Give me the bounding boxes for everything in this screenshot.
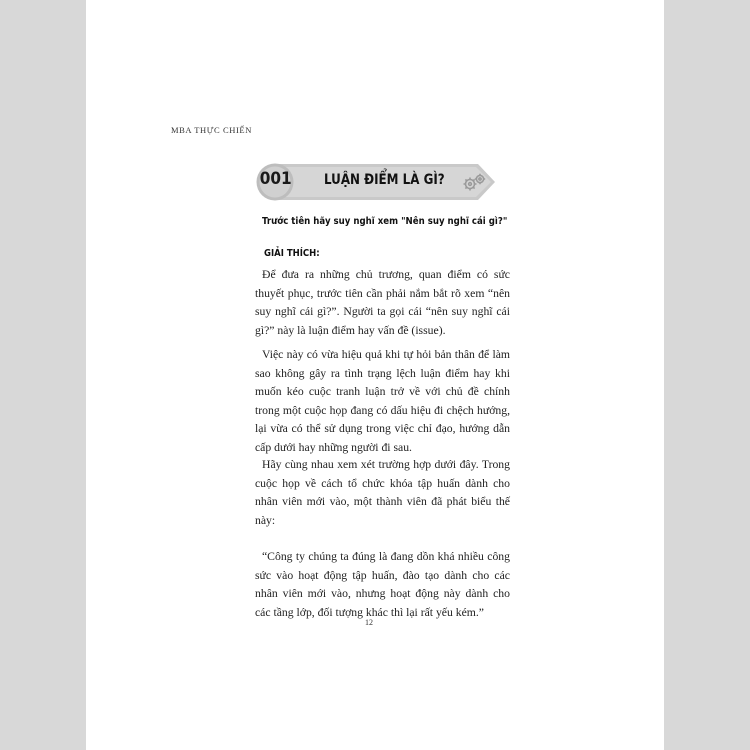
chapter-title: LUẬN ĐIỂM LÀ GÌ?: [324, 172, 445, 188]
paragraph: Để đưa ra những chủ trương, quan điểm có sức thuyết phục, trước tiên cần phải nắm bắt rõ xem “nên suy nghĩ cái gì?”. Người ta gọi cái “nên suy nghĩ cái gì?” này là luận điểm hay vấn đề (issue).: [255, 268, 510, 337]
paragraph: Hãy cùng nhau xem xét trường hợp dưới đây. Trong cuộc họp về cách tổ chức khóa tập huấn dành cho nhân viên mới vào, một thành viên đã phát biểu thế này:: [255, 458, 510, 527]
paragraph: Việc này có vừa hiệu quả khi tự hỏi bản thân để làm sao không gây ra tình trạng lệch luận điểm hay khi muốn kéo cuộc tranh luận trở về với chủ đề chính trong một cuộc họp đang có dấu hiệu đi chệch hướng, lại vừa có thể sử dụng trong việc chỉ đạo, hướng dẫn cấp dưới hay những người đi sau.: [255, 348, 510, 454]
paragraph: “Công ty chúng ta đúng là đang dồn khá nhiều công sức vào hoạt động tập huấn, đào tạo dành cho các nhân viên mới vào, nhưng hoạt động này dành cho các tầng lớp, đối tượng khác thì lại rất yếu kém.”: [255, 550, 510, 619]
section-label: GIẢI THÍCH:: [264, 248, 320, 259]
running-head: MBA THỰC CHIẾN: [171, 125, 252, 135]
chapter-subtitle: Trước tiên hãy suy nghĩ xem "Nên suy nghĩ cái gì?": [262, 216, 508, 227]
chapter-banner: [256, 163, 496, 201]
page-number: 12: [365, 618, 373, 627]
chapter-number: 001: [259, 169, 292, 189]
